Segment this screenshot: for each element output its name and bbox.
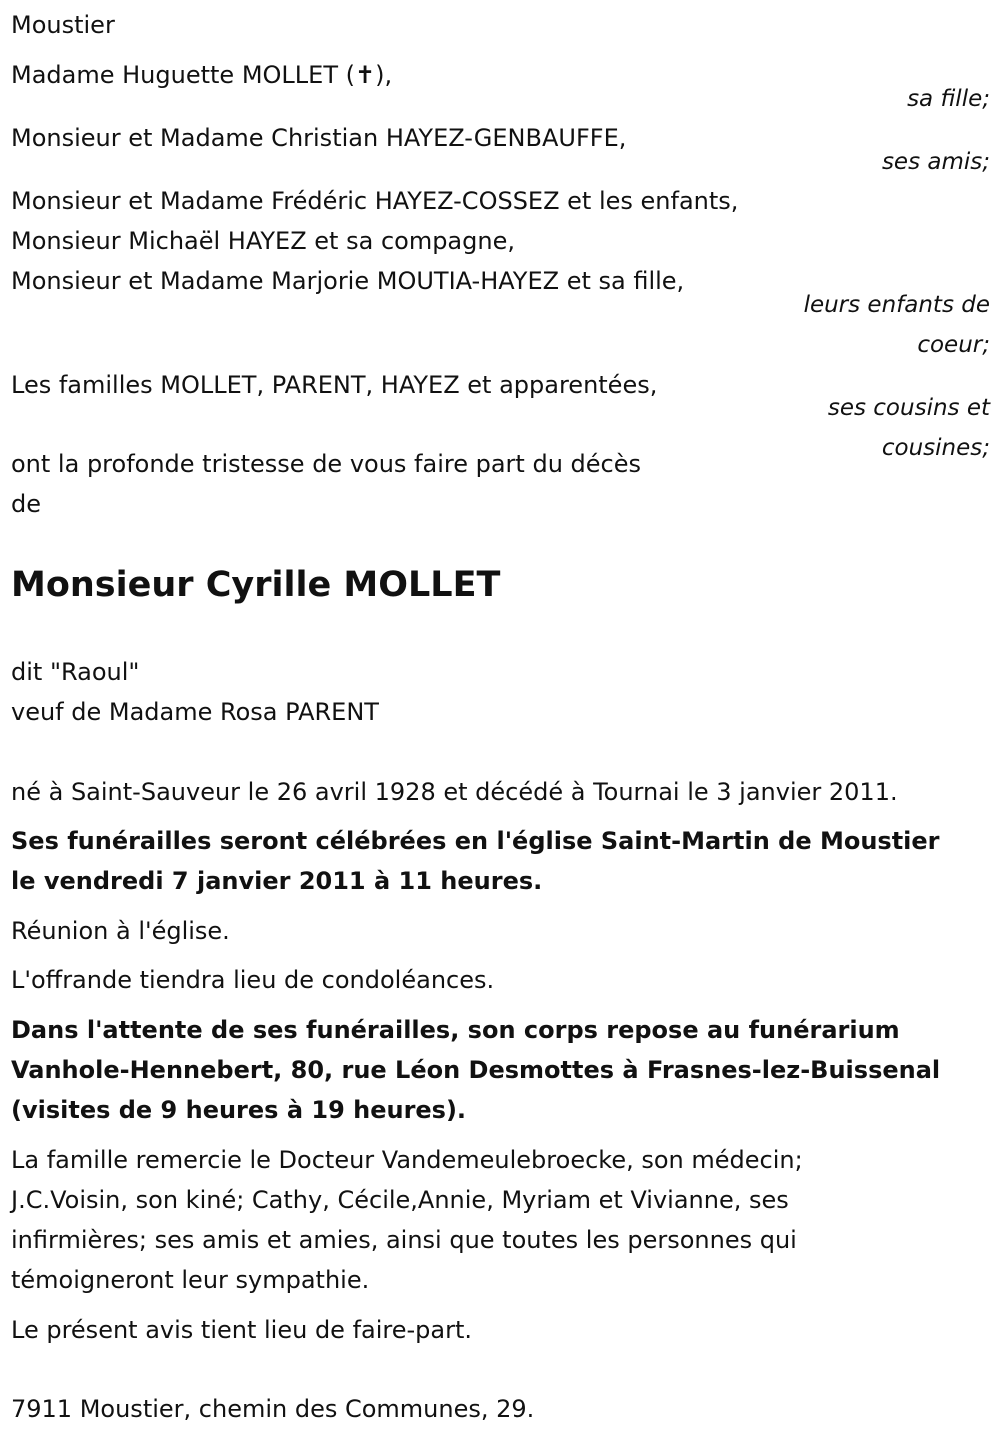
relation-heart-children-2: coeur; <box>917 332 990 358</box>
relation-cousins-2: cousines; <box>881 435 990 461</box>
funerarium-line-3: (visites de 9 heures à 19 heures). <box>11 1096 467 1124</box>
funeral-line-2: le vendredi 7 janvier 2011 à 11 heures. <box>11 867 543 895</box>
thanks-line-1: La famille remercie le Docteur Vandemeulebroecke, son médecin; <box>11 1146 803 1174</box>
thanks-line-2: J.C.Voisin, son kiné; Cathy, Cécile,Annie, Myriam et Vivianne, ses <box>11 1186 789 1214</box>
relation-cousins-1: ses cousins et <box>827 395 990 421</box>
relation-heart-children-1: leurs enfants de <box>803 292 990 318</box>
announcement-line-2: de <box>11 490 41 518</box>
offering-line: L'offrande tiendra lieu de condoléances. <box>11 966 495 994</box>
thanks-line-3: infirmières; ses amis et amies, ainsi que toutes les personnes qui <box>11 1226 797 1254</box>
funeral-line-1: Ses funérailles seront célébrées en l'église Saint-Martin de Moustier <box>11 827 940 855</box>
family-line-heart-children-1: Monsieur et Madame Frédéric HAYEZ-COSSEZ et les enfants, <box>11 187 739 215</box>
family-line-heart-children-2: Monsieur Michaël HAYEZ et sa compagne, <box>11 227 515 255</box>
family-line-daughter: Madame Huguette MOLLET (✝), <box>11 61 393 89</box>
address-line: 7911 Moustier, chemin des Communes, 29. <box>11 1395 535 1423</box>
funerarium-line-1: Dans l'attente de ses funérailles, son corps repose au funérarium <box>11 1016 900 1044</box>
birth-death-line: né à Saint-Sauveur le 26 avril 1928 et décédé à Tournai le 3 janvier 2011. <box>11 778 898 806</box>
relation-daughter: sa fille; <box>907 86 990 112</box>
funerarium-line-2: Vanhole-Hennebert, 80, rue Léon Desmottes à Frasnes-lez-Buissenal <box>11 1056 941 1084</box>
deceased-widow-of: veuf de Madame Rosa PARENT <box>11 698 379 726</box>
meeting-line: Réunion à l'église. <box>11 917 230 945</box>
family-line-heart-children-3: Monsieur et Madame Marjorie MOUTIA-HAYEZ et sa fille, <box>11 267 685 295</box>
family-line-friends: Monsieur et Madame Christian HAYEZ-GENBAUFFE, <box>11 124 627 152</box>
place-heading: Moustier <box>11 11 115 39</box>
notice-line: Le présent avis tient lieu de faire-part. <box>11 1316 473 1344</box>
thanks-line-4: témoigneront leur sympathie. <box>11 1266 370 1294</box>
family-line-cousins: Les familles MOLLET, PARENT, HAYEZ et apparentées, <box>11 371 658 399</box>
deceased-name: Monsieur Cyrille MOLLET <box>11 565 501 605</box>
announcement-line-1: ont la profonde tristesse de vous faire part du décès <box>11 450 641 478</box>
relation-friends: ses amis; <box>881 149 990 175</box>
deceased-nickname: dit "Raoul" <box>11 658 140 686</box>
